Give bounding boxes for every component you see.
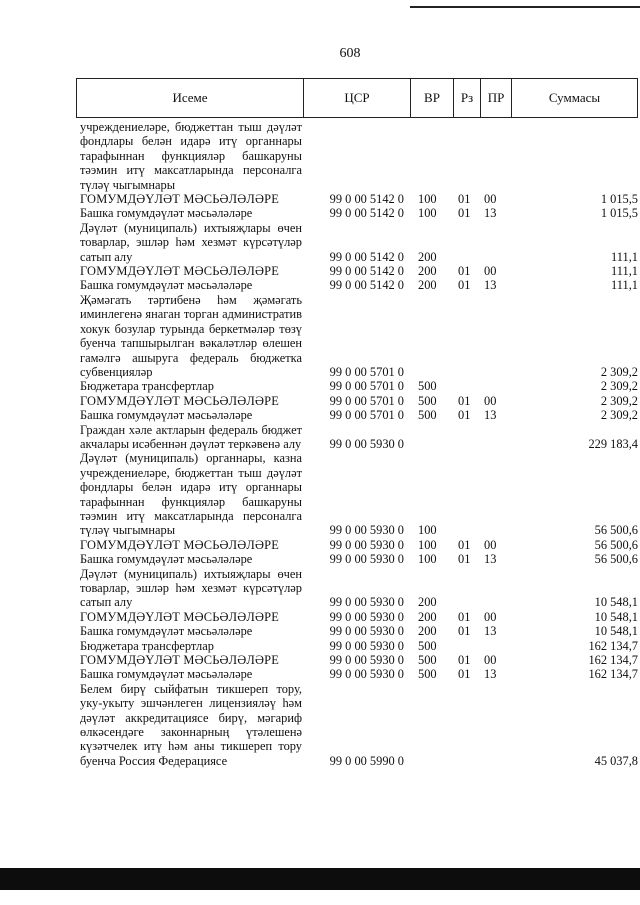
table-row bbox=[76, 423, 640, 452]
row-sum: 1 015,5 bbox=[600, 206, 638, 221]
row-rz: 01 bbox=[458, 624, 471, 639]
row-pr: 13 bbox=[484, 624, 497, 639]
row-name: Башка гомумдәүләт мәсьәләләре bbox=[80, 278, 253, 293]
row-name: Дәүләт (муниципаль) ихтыяҗлары өчен товарлар, эшләр һәм хезмәт күрсәтүләр сатып алу bbox=[80, 566, 302, 610]
row-csr: 99 0 00 5930 0 bbox=[329, 552, 404, 567]
row-csr: 99 0 00 5701 0 bbox=[329, 364, 404, 379]
row-name: Башка гомумдәүләт мәсьәләләре bbox=[80, 552, 253, 567]
row-pr: 00 bbox=[484, 192, 497, 207]
row-rz: 01 bbox=[458, 278, 471, 293]
row-pr: 13 bbox=[484, 552, 497, 567]
row-name: Җәмәгать тәртибенә һәм җәмәгать иминлегенә янаган торган административ хокук бозулар турында беркетмәләр төзү буенча тапшырылган вәкаләтләр өлешен гамәлгә ашыруга федераль бюджетка субвенцияләр bbox=[80, 292, 302, 379]
row-sum: 2 309,2 bbox=[600, 379, 638, 394]
row-name: Белем бирү сыйфатын тикшереп тору, уку-укыту эшчәнлеген лицензияләү һәм дәүләт аккредитациясе бирү, мәгариф өлкәсендәге законнарның үтәлешенә күзәтчелек итү һәм аны тикшереп тору буенча Россия Федерациясе bbox=[80, 681, 302, 768]
row-vr: 100 bbox=[418, 523, 437, 538]
row-rz: 01 bbox=[458, 393, 471, 408]
table-row bbox=[76, 264, 640, 278]
row-rz: 01 bbox=[458, 264, 471, 279]
row-name: ГОМУМДӘҮЛӘТ МӘСЬӘЛӘЛӘРЕ bbox=[80, 537, 280, 552]
row-vr: 200 bbox=[418, 264, 437, 279]
row-pr: 00 bbox=[484, 393, 497, 408]
row-vr: 500 bbox=[418, 667, 437, 682]
row-sum: 1 015,5 bbox=[600, 192, 638, 207]
row-pr: 00 bbox=[484, 609, 497, 624]
row-csr: 99 0 00 5142 0 bbox=[329, 206, 404, 221]
row-rz: 01 bbox=[458, 206, 471, 221]
row-rz: 01 bbox=[458, 667, 471, 682]
table-row bbox=[76, 682, 640, 768]
row-name: Граждан хәле актларын федераль бюджет акчалары исәбеннән дәүләт теркәвенә алу bbox=[80, 422, 302, 451]
table-row bbox=[76, 624, 640, 638]
row-csr: 99 0 00 5930 0 bbox=[329, 667, 404, 682]
table-row bbox=[76, 192, 640, 206]
row-vr: 500 bbox=[418, 653, 437, 668]
table-row bbox=[76, 278, 640, 292]
table-row bbox=[76, 639, 640, 653]
row-csr: 99 0 00 5930 0 bbox=[329, 653, 404, 668]
row-sum: 10 548,1 bbox=[594, 624, 638, 639]
row-pr: 13 bbox=[484, 408, 497, 423]
row-vr: 200 bbox=[418, 624, 437, 639]
row-csr: 99 0 00 5990 0 bbox=[329, 753, 404, 768]
row-vr: 200 bbox=[418, 278, 437, 293]
scan-bottom-border bbox=[0, 868, 640, 890]
column-header-sum: Суммасы bbox=[548, 90, 601, 105]
row-csr: 99 0 00 5142 0 bbox=[329, 278, 404, 293]
table-row bbox=[76, 394, 640, 408]
row-sum: 56 500,6 bbox=[594, 537, 638, 552]
table-row bbox=[76, 667, 640, 681]
row-csr: 99 0 00 5930 0 bbox=[329, 537, 404, 552]
row-name: Башка гомумдәүләт мәсьәләләре bbox=[80, 624, 253, 639]
row-name: Бюджетара трансфертлар bbox=[80, 379, 214, 394]
row-vr: 100 bbox=[418, 552, 437, 567]
table-row bbox=[76, 221, 640, 264]
row-sum: 2 309,2 bbox=[600, 408, 638, 423]
row-sum: 10 548,1 bbox=[594, 595, 638, 610]
row-name: ГОМУМДӘҮЛӘТ МӘСЬӘЛӘЛӘРЕ bbox=[80, 609, 280, 624]
row-sum: 2 309,2 bbox=[600, 364, 638, 379]
row-sum: 162 134,7 bbox=[588, 653, 638, 668]
row-vr: 500 bbox=[418, 393, 437, 408]
row-csr: 99 0 00 5930 0 bbox=[329, 624, 404, 639]
budget-table-body bbox=[76, 120, 640, 768]
row-vr: 200 bbox=[418, 609, 437, 624]
row-csr: 99 0 00 5930 0 bbox=[329, 609, 404, 624]
row-pr: 13 bbox=[484, 667, 497, 682]
column-header-vr: ВР bbox=[411, 79, 454, 117]
row-vr: 500 bbox=[418, 408, 437, 423]
table-row bbox=[76, 451, 640, 537]
column-header-rz: Рз bbox=[454, 79, 481, 117]
top-rule bbox=[410, 6, 640, 8]
row-csr: 99 0 00 5930 0 bbox=[329, 638, 404, 653]
row-vr: 500 bbox=[418, 379, 437, 394]
row-vr: 200 bbox=[418, 595, 437, 610]
row-vr: 200 bbox=[418, 249, 437, 264]
row-sum: 111,1 bbox=[611, 278, 638, 293]
row-csr: 99 0 00 5930 0 bbox=[329, 595, 404, 610]
row-rz: 01 bbox=[458, 537, 471, 552]
row-sum: 2 309,2 bbox=[600, 393, 638, 408]
row-csr: 99 0 00 5701 0 bbox=[329, 408, 404, 423]
row-name: Дәүләт (муниципаль) органнары, казна учреждениеләре, бюджеттан тыш дәүләт фондлары белән идарә итү органнары тарафыннан функцияләр башкаруны тәэмин итү максатларында персоналга түләү чыгымнары bbox=[80, 451, 302, 538]
table-row bbox=[76, 538, 640, 552]
row-name: Башка гомумдәүләт мәсьәләләре bbox=[80, 206, 253, 221]
row-vr: 100 bbox=[418, 537, 437, 552]
row-csr: 99 0 00 5142 0 bbox=[329, 264, 404, 279]
row-vr: 100 bbox=[418, 206, 437, 221]
row-name: Башка гомумдәүләт мәсьәләләре bbox=[80, 667, 253, 682]
row-vr: 500 bbox=[418, 638, 437, 653]
row-csr: 99 0 00 5142 0 bbox=[329, 192, 404, 207]
row-pr: 13 bbox=[484, 206, 497, 221]
table-row bbox=[76, 610, 640, 624]
table-row bbox=[76, 408, 640, 422]
row-name: ГОМУМДӘҮЛӘТ МӘСЬӘЛӘЛӘРЕ bbox=[80, 653, 280, 668]
row-pr: 00 bbox=[484, 537, 497, 552]
table-row bbox=[76, 567, 640, 610]
column-header-pr: ПР bbox=[481, 79, 512, 117]
row-pr: 00 bbox=[484, 264, 497, 279]
row-pr: 13 bbox=[484, 278, 497, 293]
row-sum: 162 134,7 bbox=[588, 638, 638, 653]
row-name: учреждениеләре, бюджеттан тыш дәүләт фондлары белән идарә итү органнары тарафыннан функцияләр башкаруны тәэмин итү максатларында персоналга түләү чыгымнары bbox=[80, 120, 302, 192]
row-csr: 99 0 00 5701 0 bbox=[329, 379, 404, 394]
row-sum: 111,1 bbox=[611, 264, 638, 279]
column-header-csr: ЦСР bbox=[304, 79, 411, 117]
table-row bbox=[76, 653, 640, 667]
page-number: 608 bbox=[339, 46, 361, 61]
row-name: Бюджетара трансфертлар bbox=[80, 638, 214, 653]
row-rz: 01 bbox=[458, 609, 471, 624]
row-sum: 56 500,6 bbox=[594, 552, 638, 567]
row-name: ГОМУМДӘҮЛӘТ МӘСЬӘЛӘЛӘРЕ bbox=[80, 264, 280, 279]
row-pr: 00 bbox=[484, 653, 497, 668]
row-sum: 162 134,7 bbox=[588, 667, 638, 682]
row-sum: 229 183,4 bbox=[588, 436, 638, 451]
row-csr: 99 0 00 5930 0 bbox=[329, 523, 404, 538]
row-sum: 10 548,1 bbox=[594, 609, 638, 624]
row-rz: 01 bbox=[458, 653, 471, 668]
row-rz: 01 bbox=[458, 192, 471, 207]
row-csr: 99 0 00 5142 0 bbox=[329, 249, 404, 264]
row-vr: 100 bbox=[418, 192, 437, 207]
table-row bbox=[76, 379, 640, 393]
row-rz: 01 bbox=[458, 552, 471, 567]
row-name: ГОМУМДӘҮЛӘТ МӘСЬӘЛӘЛӘРЕ bbox=[80, 393, 280, 408]
column-header-name: Исеме bbox=[77, 79, 304, 117]
table-row bbox=[76, 293, 640, 379]
row-sum: 45 037,8 bbox=[594, 753, 638, 768]
row-sum: 111,1 bbox=[611, 249, 638, 264]
row-csr: 99 0 00 5701 0 bbox=[329, 393, 404, 408]
row-name: Дәүләт (муниципаль) ихтыяҗлары өчен товарлар, эшләр һәм хезмәт күрсәтүләр сатып алу bbox=[80, 220, 302, 264]
row-rz: 01 bbox=[458, 408, 471, 423]
row-sum: 56 500,6 bbox=[594, 523, 638, 538]
row-name: ГОМУМДӘҮЛӘТ МӘСЬӘЛӘЛӘРЕ bbox=[80, 192, 280, 207]
table-row bbox=[76, 120, 640, 192]
row-name: Башка гомумдәүләт мәсьәләләре bbox=[80, 408, 253, 423]
table-header bbox=[76, 78, 638, 118]
row-csr: 99 0 00 5930 0 bbox=[329, 436, 404, 451]
table-row bbox=[76, 206, 640, 220]
table-row bbox=[76, 552, 640, 566]
